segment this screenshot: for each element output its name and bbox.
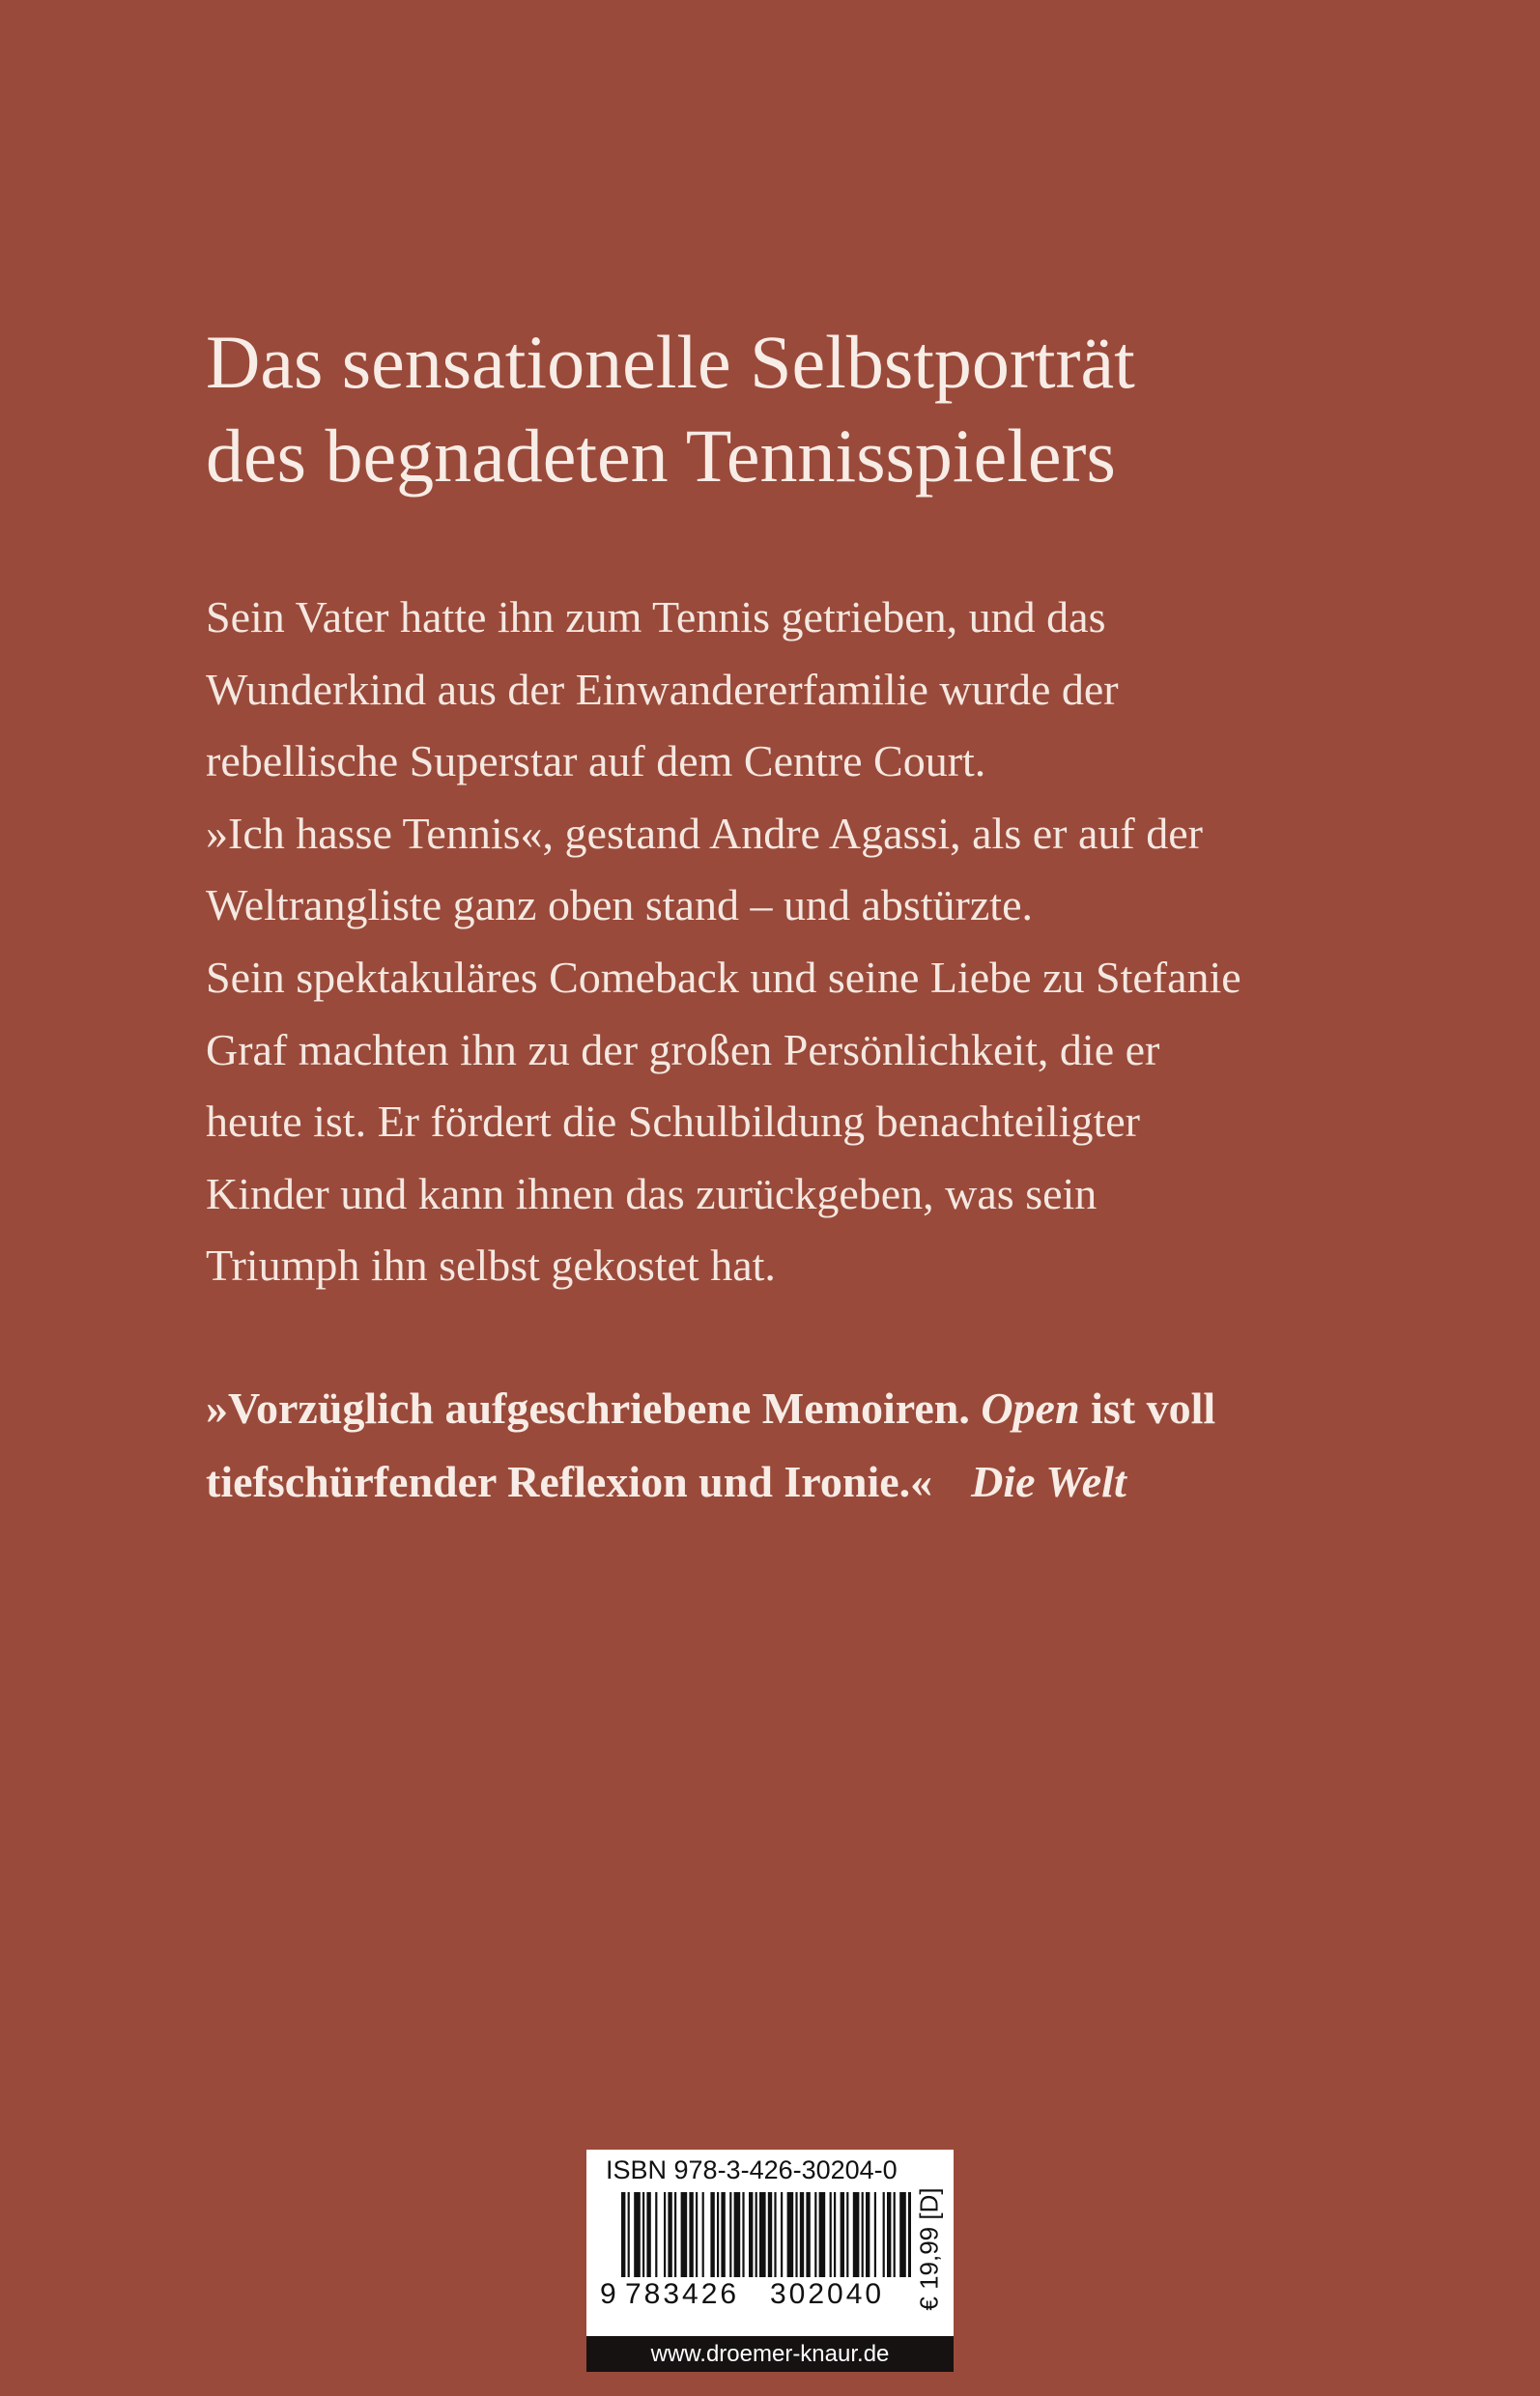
barcode-bar xyxy=(628,2192,630,2277)
barcode-digit-group-1: 783426 xyxy=(625,2278,740,2310)
blurb-text xyxy=(206,582,1404,1302)
headline-line-2: des begnadeten Tennisspielers xyxy=(206,414,1116,498)
barcode-bar xyxy=(866,2192,870,2277)
book-title: Open xyxy=(981,1383,1080,1433)
barcode-bar xyxy=(702,2192,704,2277)
barcode-bar xyxy=(899,2192,906,2277)
barcode-digit-first: 9 xyxy=(600,2278,617,2310)
barcode-icon xyxy=(621,2192,911,2277)
press-quote-text: ist voll xyxy=(1079,1383,1216,1433)
blurb-line: Sein Vater hatte ihn zum Tennis getrieben, und das xyxy=(206,592,1106,642)
blurb-line: Kinder und kann ihnen das zurückgeben, was sein xyxy=(206,1168,1098,1218)
price-label xyxy=(910,2186,949,2312)
barcode-bar xyxy=(734,2192,741,2277)
headline xyxy=(206,315,1365,502)
barcode-bar xyxy=(787,2192,794,2277)
barcode-bar xyxy=(806,2192,810,2277)
barcode-box xyxy=(586,2150,954,2336)
barcode-bar xyxy=(689,2192,693,2277)
barcode-bar xyxy=(756,2192,757,2277)
barcode-bar xyxy=(655,2192,657,2277)
barcode-bar xyxy=(883,2192,885,2277)
barcode-bar xyxy=(795,2192,797,2277)
blurb-line: Weltrangliste ganz oben stand – und abstürzte. xyxy=(206,880,1033,930)
blurb-line: Graf machten ihn zu der großen Persönlichkeit, die er xyxy=(206,1024,1160,1074)
price-text: € 19,99 [D] xyxy=(914,2187,944,2311)
blurb-line: rebellische Superstar auf dem Centre Court. xyxy=(206,736,986,786)
publisher-url: www.droemer-knaur.de xyxy=(586,2336,954,2372)
barcode-bar xyxy=(830,2192,832,2277)
blurb-line: Wunderkind aus der Einwandererfamilie wurde der xyxy=(206,664,1119,714)
blurb-line: Sein spektakuläres Comeback und seine Liebe zu Stefanie xyxy=(206,952,1241,1002)
barcode-digits xyxy=(600,2278,909,2311)
barcode-bar xyxy=(674,2192,676,2277)
barcode-bar xyxy=(768,2192,772,2277)
barcode-bar xyxy=(814,2192,816,2277)
barcode-bar xyxy=(841,2192,844,2277)
blurb-line: Triumph ihn selbst gekostet hat. xyxy=(206,1241,776,1291)
barcode-bar xyxy=(834,2192,836,2277)
press-quote-text: »Vorzüglich aufgeschriebene Memoiren. xyxy=(206,1383,982,1433)
barcode-bar xyxy=(621,2192,625,2277)
barcode-bar xyxy=(800,2192,804,2277)
barcode-bar xyxy=(646,2192,650,2277)
barcode-bar xyxy=(862,2192,864,2277)
blurb-line: heute ist. Er fördert die Schulbildung benachteiligter xyxy=(206,1097,1140,1147)
barcode-bar xyxy=(853,2192,860,2277)
barcode-bar xyxy=(749,2192,753,2277)
barcode-bar xyxy=(721,2192,725,2277)
barcode-bar xyxy=(710,2192,714,2277)
barcode-bar xyxy=(729,2192,731,2277)
isbn-label: ISBN 978-3-426-30204-0 xyxy=(606,2155,898,2184)
barcode-bar xyxy=(887,2192,891,2277)
barcode-bar xyxy=(894,2192,896,2277)
quote-source: Die Welt xyxy=(971,1457,1126,1506)
blurb-line: »Ich hasse Tennis«, gestand Andre Agassi, als er auf der xyxy=(206,808,1203,858)
barcode-bar xyxy=(742,2192,744,2277)
press-quote-text: tiefschürfender Reflexion und Ironie.« xyxy=(206,1457,933,1506)
barcode-bar xyxy=(642,2192,644,2277)
barcode-bar xyxy=(846,2192,848,2277)
headline-line-1: Das sensationelle Selbstporträt xyxy=(206,320,1135,404)
barcode-bar xyxy=(664,2192,666,2277)
barcode-bar xyxy=(781,2192,783,2277)
barcode-digit-group-2: 302040 xyxy=(770,2278,885,2310)
press-quote-line-2 xyxy=(206,1445,1404,1519)
barcode-bar xyxy=(819,2192,826,2277)
barcode-bar xyxy=(874,2192,876,2277)
barcode-bar xyxy=(634,2192,641,2277)
barcode-bar xyxy=(681,2192,688,2277)
barcode-bar xyxy=(668,2192,671,2277)
barcode-bar xyxy=(696,2192,698,2277)
press-quote-line-1 xyxy=(206,1372,1404,1445)
barcode-bar xyxy=(774,2192,776,2277)
press-quote xyxy=(206,1372,1404,1519)
barcode-bar xyxy=(717,2192,719,2277)
barcode-bar xyxy=(759,2192,766,2277)
